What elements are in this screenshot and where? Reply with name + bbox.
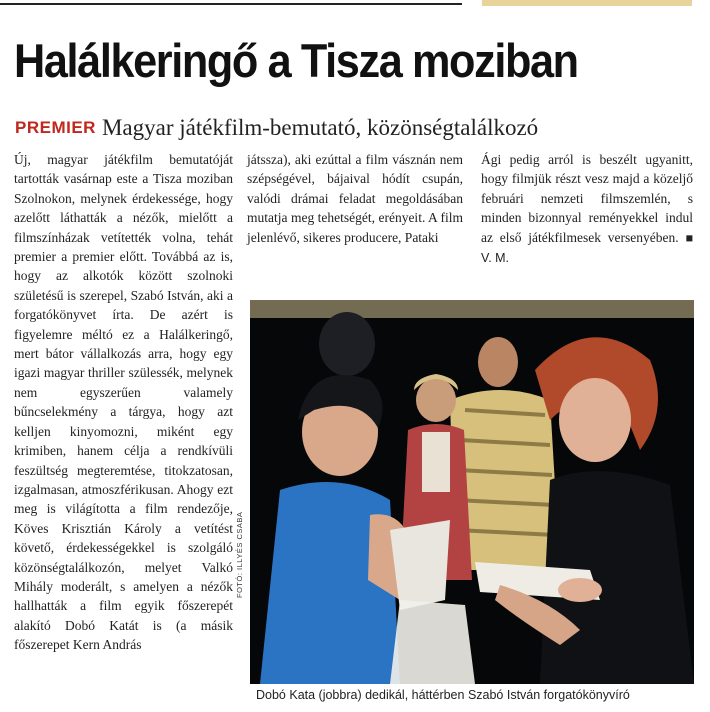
photo-credit: FOTÓ: ILLYÉS CSABA	[235, 511, 244, 598]
deck-text: Magyar játékfilm-bemutató, közönségtalálkozó	[101, 115, 539, 140]
column-3-text	[481, 150, 693, 268]
author-signature: ■ V. M.	[481, 230, 694, 266]
top-color-bar	[482, 0, 692, 6]
article-column-1	[14, 150, 233, 655]
subheading	[15, 115, 705, 141]
column-1-text: Új, magyar játékfilm bemutatóját tartották vasárnap este a Tisza moziban Szolnokon, melynek érdekessége, hogy azelőtt láthatták a nézők, mielőtt a filmszínházak vetítették volna, tehát premier a premier előtt. Továbbá az is, hogy az alkotók között szolnoki születésű is szerepel, Szabó István, aki a forgatókönyvet írta. De azért is figyelemre méltó ez a Halálkeringő, mert bátor vállalkozás arra, hogy egy igazi magyar thriller szülessék, melynek nem egyszerűen valamely bűncselekmény a tárgya, hogy azt kelljen kinyomozni, miként egy krimiben, hanem célja a rendkívüli feszültség megteremtése, titokzatosan, izgalmasan, atmoszférikusan. Ahogy ezt meg is világította a film rendezője, Köves Krisztián Károly a vetítést követő, érdekességekkel is szolgáló közönségtalálkozón, melyet Valkó Mihály moderált, s amelyen a nézők hallhatták a film egyik főszerepét alakító Dobó Katát is (a másik főszerepet Kern András	[14, 152, 233, 653]
photo-illustration	[250, 300, 694, 684]
column-2-text: játssza), aki ezúttal a film vásznán nem szépségével, bájaival hódít csupán, valódi drámai feladat megoldásában mutatja meg tehetségét, erényeit. A film jelenlévő, sikeres producere, Pataki	[247, 152, 463, 245]
article-column-3	[481, 150, 693, 268]
event-photo	[250, 300, 694, 684]
photo-caption: Dobó Kata (jobbra) dedikál, háttérben Szabó István forgatókönyvíró	[256, 688, 630, 702]
headline: Halálkeringő a Tisza moziban	[14, 34, 578, 87]
column-3-body: Ági pedig arról is beszélt ugyanitt, hogy filmjük részt vesz majd a közeljő februári nemzeti filmszemlén, s minden bizonnyal reményekkel indul az első játékfilmesek versenyében.	[481, 152, 693, 245]
kicker-label: PREMIER	[15, 118, 96, 137]
top-rule	[0, 3, 462, 5]
article-column-2	[247, 150, 463, 247]
